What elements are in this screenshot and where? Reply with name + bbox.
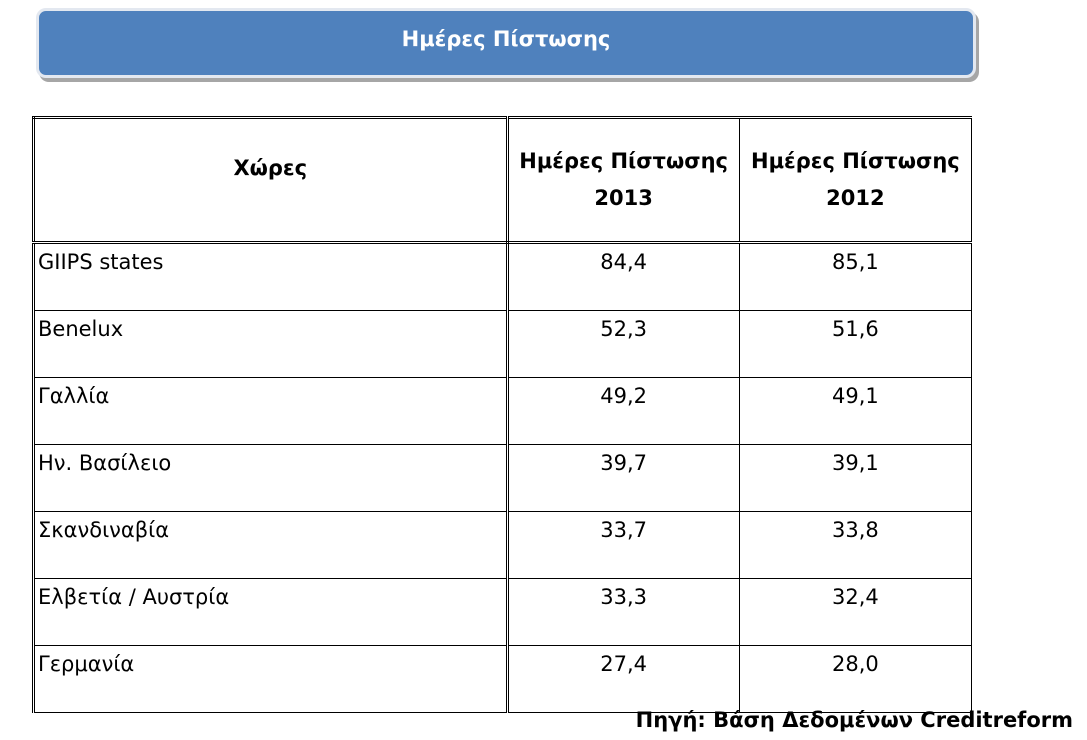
value-2013-cell: 49,2: [507, 378, 739, 445]
value-2013-cell: 39,7: [507, 445, 739, 512]
value-2013-cell: 52,3: [507, 311, 739, 378]
table-row: [34, 646, 972, 713]
value-2012-cell: 51,6: [739, 311, 971, 378]
table-row: [34, 243, 972, 311]
value-2012-cell: 33,8: [739, 512, 971, 579]
country-cell: Γαλλία: [34, 378, 508, 445]
table-row: [34, 445, 972, 512]
value-2012-cell: 49,1: [739, 378, 971, 445]
country-cell: Ην. Βασίλειο: [34, 445, 508, 512]
value-2013-cell: 33,3: [507, 579, 739, 646]
header-2013-year: 2013: [594, 186, 653, 210]
value-2013-cell: 27,4: [507, 646, 739, 713]
table-header-row: [34, 118, 972, 243]
value-2012-cell: 85,1: [739, 243, 971, 311]
country-cell: GIIPS states: [34, 243, 508, 311]
table-row: [34, 579, 972, 646]
country-cell: Benelux: [34, 311, 508, 378]
country-cell: Ελβετία / Αυστρία: [34, 579, 508, 646]
value-2012-cell: 32,4: [739, 579, 971, 646]
header-2012-year: 2012: [826, 186, 885, 210]
header-countries: Χώρες: [34, 118, 508, 243]
credit-days-table: [32, 116, 972, 713]
value-2013-cell: 84,4: [507, 243, 739, 311]
country-cell: Σκανδιναβία: [34, 512, 508, 579]
value-2013-cell: 33,7: [507, 512, 739, 579]
page-title: Ημέρες Πίστωσης: [401, 27, 611, 51]
header-2012-label: Ημέρες Πίστωσης: [751, 149, 960, 173]
value-2012-cell: 28,0: [739, 646, 971, 713]
header-2013-label: Ημέρες Πίστωσης: [519, 149, 728, 173]
header-2012: [739, 118, 971, 243]
source-note: Πηγή: Βάση Δεδομένων Creditreform: [635, 708, 1073, 732]
country-cell: Γερμανία: [34, 646, 508, 713]
value-2012-cell: 39,1: [739, 445, 971, 512]
table-row: [34, 311, 972, 378]
table-row: [34, 378, 972, 445]
header-2013: [507, 118, 739, 243]
table-row: [34, 512, 972, 579]
title-banner: [36, 8, 976, 78]
